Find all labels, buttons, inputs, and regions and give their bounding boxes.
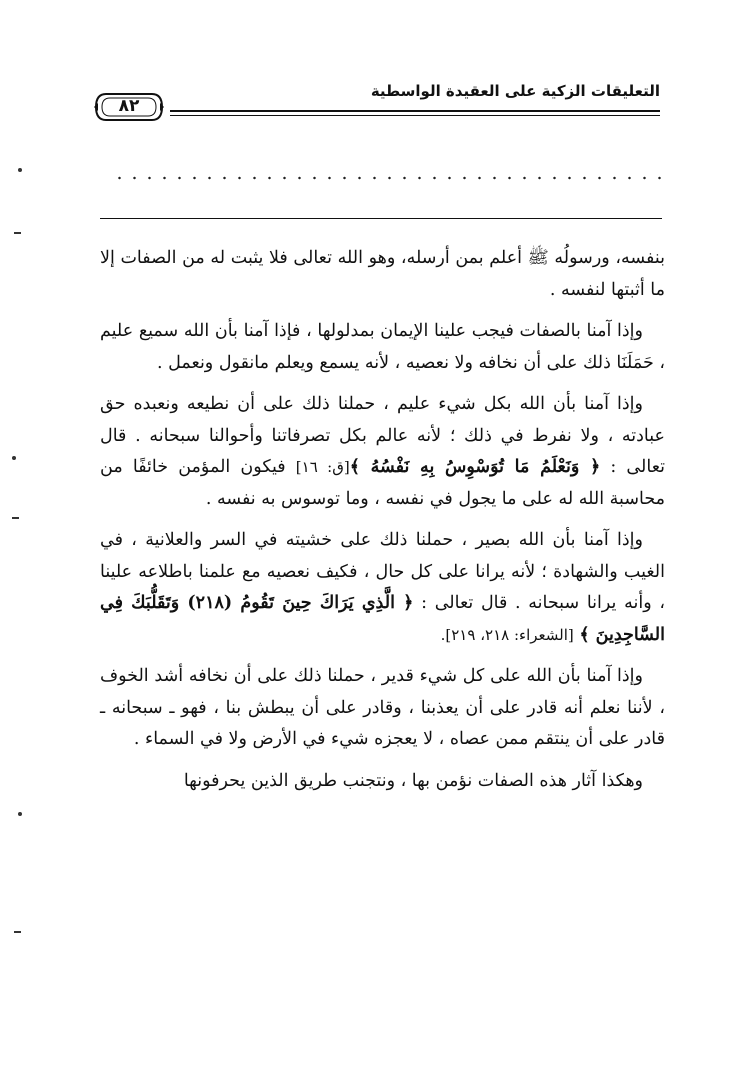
margin-dot xyxy=(18,168,22,172)
margin-tick xyxy=(12,517,19,519)
margin-dot xyxy=(18,812,22,816)
margin-dot xyxy=(12,456,16,460)
body-text xyxy=(100,243,665,807)
margin-tick xyxy=(14,232,21,234)
paragraph-6: وهكذا آثار هذه الصفات نؤمن بها ، ونتجنب طريق الذين يحرفونها xyxy=(183,770,643,791)
dotted-separator xyxy=(112,176,662,180)
paragraph-5: وإذا آمنا بأن الله على كل شيء قدير ، حملنا ذلك على أن نخافه أشد الخوف ، لأننا نعلم أنه قادر على أن يعذبنا ، وقادر على أن يبطش بنا ، فهو ـ سبحانه ـ قادر على أن ينتقم ممن عصاه ، لا يعجزه شيء في الأرض ولا في السماء . xyxy=(100,666,665,749)
header-rule-thin xyxy=(170,115,660,116)
margin-tick xyxy=(14,931,21,933)
page-number: ٨٢ xyxy=(118,96,140,116)
quran-verse: ﴿ وَنَعْلَمُ مَا تُوَسْوِسُ بِهِ نَفْسُهُ ﴾ xyxy=(349,457,601,477)
verse-reference: [ق: ١٦] xyxy=(295,458,350,476)
paragraph-3-text-a: وإذا آمنا بأن الله بكل شيء عليم ، حملنا ذلك على أن نطيعه ونعبده حق عبادته ، ولا نفرط في ذلك ؛ لأنه عالم بكل تصرفاتنا وأحوالنا سبحانه . قال تعالى : xyxy=(100,394,666,477)
paragraph-2: وإذا آمنا بالصفات فيجب علينا الإيمان بمدلولها ، فإذا آمنا بأن الله سميع عليم ، حَمَلَنَا ذلك على أن نخافه ولا نعصيه ، لأنه يسمع ويعلم مانقول ونعمل . xyxy=(100,321,665,373)
verse-reference: [الشعراء: ٢١٨، ٢١٩]. xyxy=(440,625,574,644)
header-rule-thick xyxy=(170,110,660,112)
paragraph-3 xyxy=(100,389,665,515)
paragraph-4-text: وإذا آمنا بأن الله بصير ، حملنا ذلك على خشيته في السر والعلانية ، في الغيب والشهادة ؛ لأنه يرانا على كل حال ، فكيف نعصيه مع علمنا باطلاعه علينا ، وأنه يرانا سبحانه . قال تعالى : xyxy=(100,530,665,613)
quran-verse: ﴿ الَّذِي يَرَاكَ حِينَ تَقُومُ (٢١٨) وَتَقَلُّبَكَ فِي السَّاجِدِينَ ﴾ xyxy=(100,593,665,645)
running-header xyxy=(90,80,660,128)
paragraph-3-text-b: فيكون المؤمن خائفًا من محاسبة الله له على ما يجول في نفسه ، وما توسوس به نفسه . xyxy=(100,457,665,509)
page-number-badge xyxy=(92,90,166,124)
paragraph-4 xyxy=(100,525,665,651)
section-divider xyxy=(100,218,662,219)
book-title: التعليقات الزكية على العقيدة الواسطية xyxy=(370,82,660,100)
paragraph-1: بنفسه، ورسولُه ﷺ أعلم بمن أرسله، وهو الله تعالى فلا يثبت له من الصفات إلا ما أثبتها لنفسه . xyxy=(100,248,665,300)
